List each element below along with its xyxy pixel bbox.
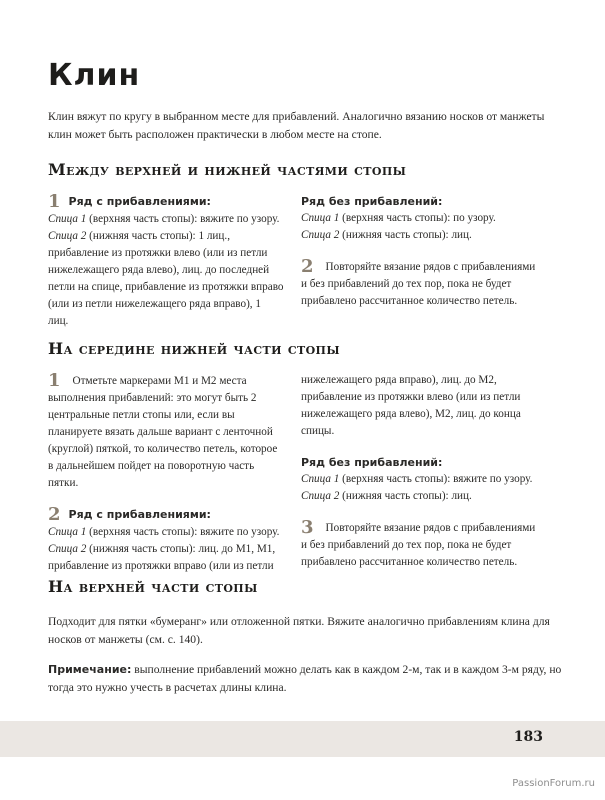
needle-text: (нижняя часть стопы): 1 лиц., прибавление из протяжки влево (или из петли нижележащего ряда влево), лиц. до последней петли на спице, прибавление из протяжки вправо (или из петли нижележащего ряда вправо), 1 лиц. bbox=[48, 230, 284, 327]
needle-text: (нижняя часть стопы): лиц. bbox=[339, 490, 472, 502]
watermark: PassionForum.ru bbox=[512, 778, 595, 789]
section-heading-between: Между верхней и нижней частями стопы bbox=[48, 160, 407, 179]
section-heading-top: На верхней части стопы bbox=[48, 577, 258, 596]
page-title: Клин bbox=[48, 58, 141, 93]
step-heading: Ряд с прибавлениями: bbox=[68, 195, 211, 208]
section1-right-column bbox=[301, 193, 537, 310]
plain-row-heading: Ряд без прибавлений: bbox=[301, 456, 443, 469]
needle-text: (верхняя часть стопы): вяжите по узору. bbox=[86, 213, 280, 225]
page-number: 183 bbox=[513, 729, 543, 745]
needle-label: Спица 1 bbox=[301, 473, 340, 485]
section2-right-column bbox=[301, 372, 537, 571]
needle-label: Спица 2 bbox=[301, 490, 340, 502]
needle-text: (верхняя часть стопы): по узору. bbox=[339, 212, 496, 224]
needle-label: Спица 1 bbox=[301, 212, 340, 224]
needle-label: Спица 2 bbox=[48, 543, 87, 555]
step-number: 1 bbox=[48, 191, 61, 212]
section2-left-column bbox=[48, 372, 284, 575]
step-number: 1 bbox=[48, 370, 61, 391]
intro-paragraph: Клин вяжут по кругу в выбранном месте для прибавлений. Аналогично вязанию носков от манжеты клин может быть расположен практически в любом месте на стопе. bbox=[48, 110, 545, 141]
step-text: Повторяйте вязание рядов с прибавлениями и без прибавлений до тех пор, пока не будет прибавлено рассчитанное количество петель. bbox=[301, 261, 536, 307]
step-text: Отметьте маркерами М1 и М2 места выполнения прибавлений: это могут быть 2 центральные петли стопы или, если вы планируете вязать дальше вариант с ленточной (круглой) пяткой, то количество петель, которое в дальнейшем пойдет на поворотную часть пятки. bbox=[48, 375, 278, 489]
continuation-text: нижележащего ряда вправо), лиц. до М2, прибавление из протяжки влево (или из петли нижележащего ряда влево), М2, лиц. до конца спицы. bbox=[301, 374, 521, 437]
needle-label: Спица 1 bbox=[48, 213, 87, 225]
plain-row-heading: Ряд без прибавлений: bbox=[301, 195, 443, 208]
section-heading-middle: На середине нижней части стопы bbox=[48, 339, 340, 358]
needle-text: (нижняя часть стопы): лиц. bbox=[339, 229, 472, 241]
needle-label: Спица 1 bbox=[48, 526, 87, 538]
note-text: выполнение прибавлений можно делать как в каждом 2-м, так и в каждом 3-м ряду, но тогда это нужно учесть в расчетах длины клина. bbox=[48, 663, 562, 694]
section3-paragraph: Подходит для пятки «бумеранг» или отложенной пятки. Вяжите аналогично прибавлениям клина для носков от манжеты (см. с. 140). bbox=[48, 615, 550, 646]
needle-label: Спица 2 bbox=[48, 230, 87, 242]
section1-left-column bbox=[48, 193, 284, 330]
step-text: Повторяйте вязание рядов с прибавлениями и без прибавлений до тех пор, пока не будет прибавлено рассчитанное количество петель. bbox=[301, 522, 536, 568]
note-paragraph bbox=[48, 661, 568, 697]
step-number: 3 bbox=[301, 517, 314, 538]
needle-text: (верхняя часть стопы): вяжите по узору. bbox=[339, 473, 533, 485]
note-label: Примечание: bbox=[48, 663, 132, 676]
needle-label: Спица 2 bbox=[301, 229, 340, 241]
step-number: 2 bbox=[301, 256, 314, 277]
needle-text: (нижняя часть стопы): лиц. до М1, М1, прибавление из протяжки вправо (или из петли bbox=[48, 543, 276, 572]
step-heading: Ряд с прибавлениями: bbox=[68, 508, 211, 521]
step-number: 2 bbox=[48, 504, 61, 525]
needle-text: (верхняя часть стопы): вяжите по узору. bbox=[86, 526, 280, 538]
